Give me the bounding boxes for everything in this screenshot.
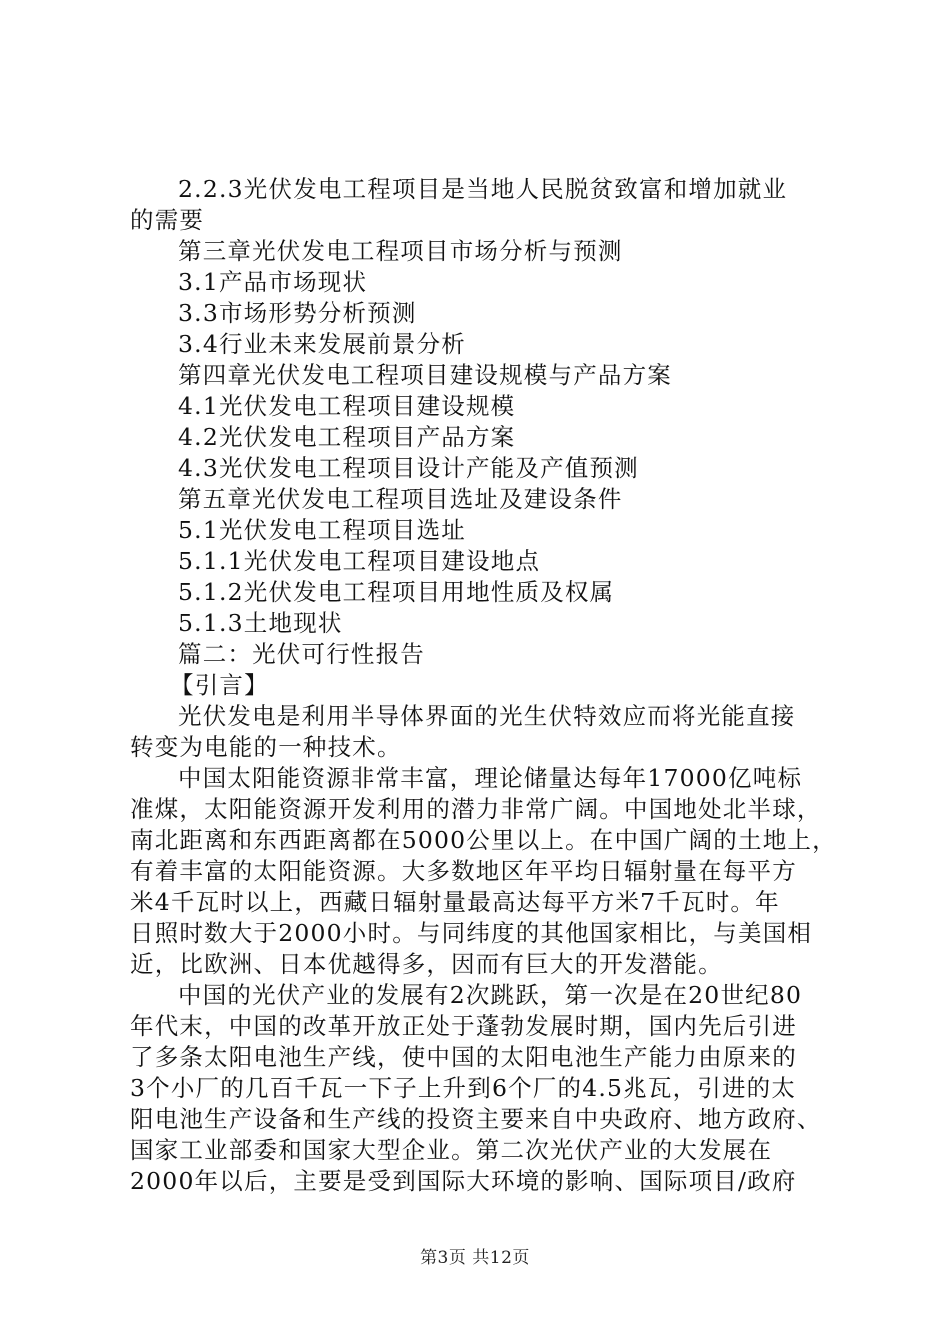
paragraph [130, 980, 835, 1197]
section-heading: 篇二：光伏可行性报告 [178, 640, 425, 668]
toc-line: 4.2光伏发电工程项目产品方案 [178, 423, 516, 451]
paragraph [130, 701, 835, 763]
page-number-label: 第3页 共12页 [420, 1248, 530, 1268]
toc-line: 3.3市场形势分析预测 [178, 299, 417, 327]
paragraph-line: 2000年以后，主要是受到国际大环境的影响、国际项目/政府 [130, 1167, 797, 1195]
toc-line: 5.1.3土地现状 [178, 609, 343, 637]
chapter-heading: 第三章光伏发电工程项目市场分析与预测 [178, 237, 623, 265]
toc-line: 5.1.2光伏发电工程项目用地性质及权属 [178, 578, 615, 606]
document-body [130, 174, 835, 1197]
paragraph-line: 转变为电能的一种技术。 [130, 733, 402, 761]
paragraph-line: 准煤，太阳能资源开发利用的潜力非常广阔。中国地处北半球， [130, 795, 822, 823]
toc-line: 4.3光伏发电工程项目设计产能及产值预测 [178, 454, 639, 482]
toc-line: 的需要 [130, 206, 205, 234]
paragraph-line: 中国太阳能资源非常丰富，理论储量达每年17000亿吨标 [178, 764, 803, 792]
toc-line: 3.1产品市场现状 [178, 268, 368, 296]
paragraph-line: 国家工业部委和国家大型企业。第二次光伏产业的大发展在 [130, 1136, 773, 1164]
paragraph-line: 有着丰富的太阳能资源。大多数地区年平均日辐射量在每平方 [130, 857, 797, 885]
paragraph-line: 阳电池生产设备和生产线的投资主要来自中央政府、地方政府、 [130, 1105, 822, 1133]
page-footer [0, 1243, 950, 1268]
paragraph [130, 763, 835, 980]
paragraph-line: 中国的光伏产业的发展有2次跳跃，第一次是在20世纪80 [178, 981, 803, 1009]
toc-line: 5.1光伏发电工程项目选址 [178, 516, 466, 544]
toc-line: 2.2.3光伏发电工程项目是当地人民脱贫致富和增加就业 [178, 175, 788, 203]
paragraph-line: 年代末，中国的改革开放正处于蓬勃发展时期，国内先后引进 [130, 1012, 797, 1040]
paragraph-line: 米4千瓦时以上，西藏日辐射量最高达每平方米7千瓦时。年 [130, 888, 780, 916]
paragraph-line: 日照时数大于2000小时。与同纬度的其他国家相比，与美国相 [130, 919, 813, 947]
toc-line: 4.1光伏发电工程项目建设规模 [178, 392, 516, 420]
paragraph-line: 近，比欧洲、日本优越得多，因而有巨大的开发潜能。 [130, 950, 723, 978]
toc-line: 5.1.1光伏发电工程项目建设地点 [178, 547, 541, 575]
toc-line: 3.4行业未来发展前景分析 [178, 330, 466, 358]
chapter-heading: 第四章光伏发电工程项目建设规模与产品方案 [178, 361, 672, 389]
intro-heading: 【引言】 [170, 671, 269, 699]
chapter-heading: 第五章光伏发电工程项目选址及建设条件 [178, 485, 623, 513]
paragraph-line: 光伏发电是利用半导体界面的光生伏特效应而将光能直接 [178, 702, 796, 730]
paragraph-line: 南北距离和东西距离都在5000公里以上。在中国广阔的土地上， [130, 826, 837, 854]
paragraph-line: 3个小厂的几百千瓦一下子上升到6个厂的4.5兆瓦，引进的太 [130, 1074, 797, 1102]
paragraph-line: 了多条太阳电池生产线，使中国的太阳电池生产能力由原来的 [130, 1043, 797, 1071]
